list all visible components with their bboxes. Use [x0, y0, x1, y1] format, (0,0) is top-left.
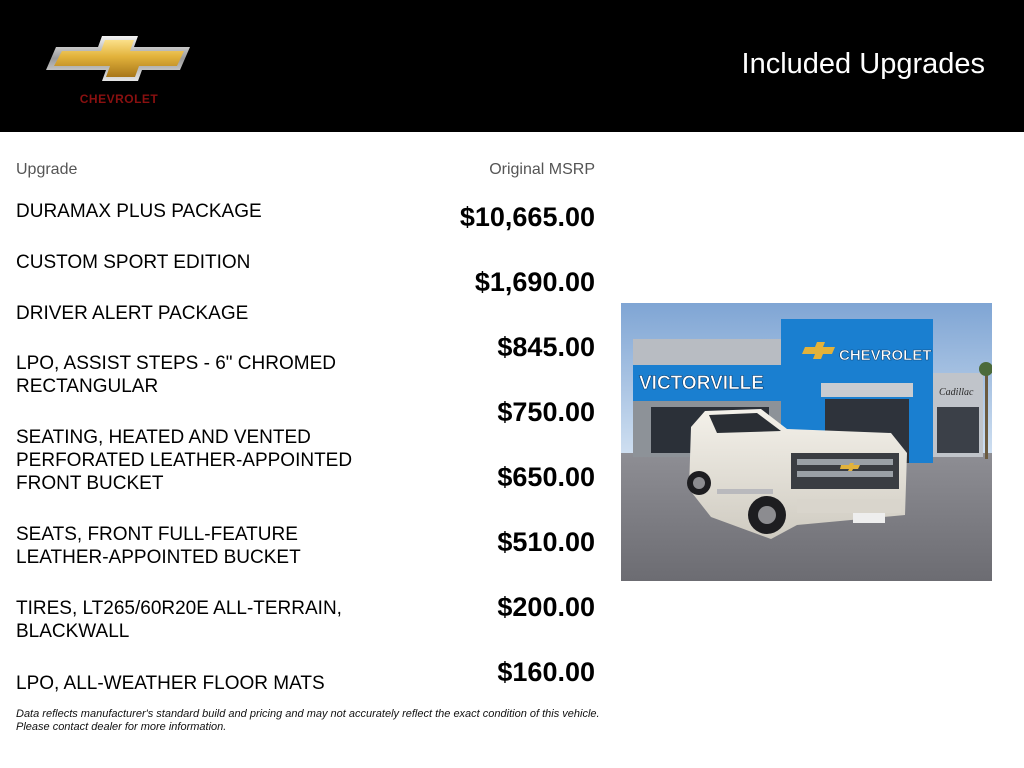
upgrade-column-header: Upgrade — [16, 161, 78, 178]
chevrolet-logo — [40, 30, 200, 112]
bowtie-icon — [40, 30, 200, 94]
disclaimer-line: Please contact dealer for more information. — [16, 720, 227, 733]
msrp-price: $1,690.00 — [474, 267, 595, 297]
upgrade-item: CUSTOM SPORT EDITION — [16, 252, 251, 273]
upgrade-item: DURAMAX PLUS PACKAGE — [16, 201, 262, 222]
secondary-sign: Cadillac — [939, 387, 974, 398]
upgrade-item: LPO, ASSIST STEPS - 6" CHROMED RECTANGULAR — [16, 353, 336, 397]
vehicle-photo — [621, 303, 992, 581]
msrp-price: $650.00 — [497, 462, 595, 492]
upgrade-item: DRIVER ALERT PACKAGE — [16, 303, 249, 324]
msrp-price: $160.00 — [497, 657, 595, 687]
header-bar — [0, 0, 1024, 132]
msrp-price: $10,665.00 — [459, 202, 595, 232]
chevrolet-wordmark: CHEVROLET — [79, 92, 159, 106]
disclaimer — [16, 708, 616, 733]
disclaimer-line: Data reflects manufacturer's standard build and pricing and may not accurately reflect the exact condition of this vehicle. — [16, 708, 600, 720]
msrp-price: $750.00 — [497, 397, 595, 427]
upgrade-item: SEATING, HEATED AND VENTED PERFORATED LEATHER-APPOINTED FRONT BUCKET — [16, 427, 353, 494]
msrp-price: $845.00 — [497, 332, 595, 362]
dealer-sign: VICTORVILLE — [639, 373, 764, 394]
upgrade-item: SEATS, FRONT FULL-FEATURE LEATHER-APPOINTED BUCKET — [16, 524, 301, 568]
brand-sign: CHEVROLET — [839, 347, 932, 364]
msrp-price: $200.00 — [497, 592, 595, 622]
msrp-column-header: Original MSRP — [489, 161, 595, 178]
upgrade-item: LPO, ALL-WEATHER FLOOR MATS — [16, 673, 325, 694]
msrp-price: $510.00 — [497, 527, 595, 557]
page-title: Included Upgrades — [741, 48, 985, 80]
upgrade-item: TIRES, LT265/60R20E ALL-TERRAIN, BLACKWALL — [16, 598, 342, 642]
